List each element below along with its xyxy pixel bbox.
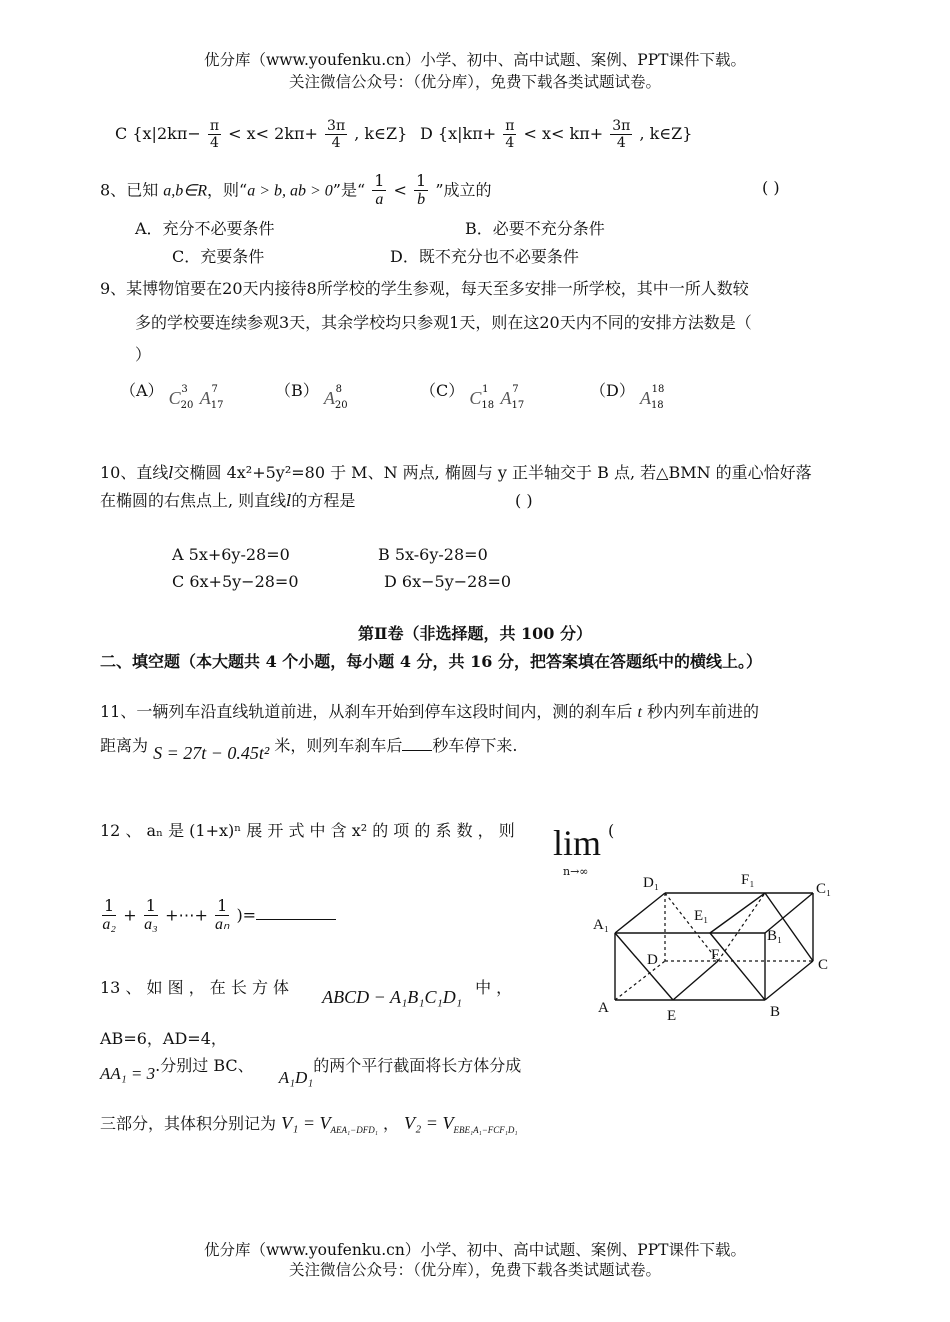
- q8-option-d: D．既不充分也不必要条件: [390, 247, 579, 266]
- label-f1: F₁: [741, 872, 755, 888]
- q7-option-c: C {x|2kπ− $\frac{\pi}{4}$ < x< 2kπ+ $\frac{3\pi}{4}$ , k∈Z}: [115, 118, 408, 152]
- edge-a1-d1: [615, 893, 665, 933]
- q9-option-a: （A） $C_{20}^3$ $A_{17}^7$: [120, 381, 224, 412]
- label-e: E: [667, 1008, 677, 1024]
- label-c1: C₁: [816, 881, 832, 897]
- label-f: F: [711, 947, 720, 963]
- q12-lim: lim: [553, 823, 602, 863]
- q10-answer-paren: ( ): [515, 491, 533, 510]
- label-c: C: [818, 957, 829, 973]
- q13-line-4: 三部分，其体积分别记为 $V_1 = V_{AEA_1-DFD_1}$ ， $V_2 = V_{EBE_1A_1-FCF_1D_1}$: [100, 1113, 518, 1136]
- q8-option-a: A．充分不必要条件: [135, 219, 275, 238]
- section-heading: 二、填空题（本大题共 4 个小题，每小题 4 分，共 16 分，把答案填在答题纸中的横线上。）: [100, 652, 762, 671]
- edge-a1-e: [615, 933, 673, 1000]
- label-b: B: [770, 1004, 781, 1020]
- q13-line-1: 13 、 如 图 ， 在 长 方 体 ABCD − A₁B₁C₁D₁ 中 ，: [100, 978, 513, 1007]
- label-a1: A₁: [593, 917, 610, 933]
- edge-e-f: [673, 961, 718, 1000]
- q9-line-2: 多的学校要连续参观3天，其余学校均只参观1天，则在这20天内不同的安排方法数是（: [135, 313, 752, 332]
- q11-line-1: 11、一辆列车沿直线轨道前进，从刹车开始到停车这段时间内，测的刹车后 t 秒内列车前进的: [100, 702, 760, 721]
- edge-b-c: [765, 961, 813, 1000]
- q13-line-3: AA₁ = 3.分别过 BC、 A₁D₁的两个平行截面将长方体分成: [100, 1056, 522, 1087]
- hidden-edge-f-f1: [718, 893, 765, 961]
- cuboid-figure: [585, 865, 845, 1025]
- edge-e1-f1: [710, 893, 765, 933]
- label-e1: E₁: [694, 908, 709, 924]
- q10-option-b: B 5x-6y-28=0: [378, 545, 488, 564]
- q8-option-b: B．必要不充分条件: [465, 219, 605, 238]
- q8-option-c: C．充要条件: [172, 247, 265, 266]
- q12-line-1: 12 、 aₙ 是 (1+x)ⁿ 展 开 式 中 含 x² 的 项 的 系 数 ， 则: [100, 821, 515, 840]
- q12-lim-sub: n→∞: [563, 865, 589, 878]
- header-line-2: 关注微信公众号：（优分库），免费下载各类试题试卷。: [288, 73, 661, 91]
- q10-line-2: 在椭圆的右焦点上, 则直线l的方程是: [100, 491, 356, 510]
- q7-option-d: D {x|kπ+ $\frac{\pi}{4}$ < x< kπ+ $\frac{3\pi}{4}$ , k∈Z}: [420, 118, 693, 152]
- label-d: D: [647, 952, 658, 968]
- q10-option-a: A 5x+6y-28=0: [172, 545, 290, 564]
- q9-line-3: ）: [135, 345, 152, 364]
- q12-paren-open: (: [608, 821, 615, 840]
- q10-option-d: D 6x−5y−28=0: [384, 572, 512, 591]
- q8-stem: 8、已知 a,b∈R，则“a > b, ab > 0”是“ $\frac{1}{a}$ < $\frac{1}{b}$ ”成立的: [100, 171, 492, 209]
- q9-option-c: （C） $C_{18}^1$ $A_{17}^7$: [420, 381, 525, 412]
- q13-line-2: AB=6，AD=4，: [100, 1029, 227, 1048]
- q9-option-d: （D） $A_{18}^{18}$: [590, 381, 665, 412]
- q10-line-1: 10、直线l交椭圆 4x²+5y²=80 于 M、N 两点, 椭圆与 y 正半轴交于 B 点, 若△BMN 的重心恰好落: [100, 463, 812, 482]
- part2-title: 第Ⅱ卷（非选择题，共 100 分）: [357, 624, 593, 643]
- q11-line-2: 距离为 S = 27t − 0.45t² 米，则列车刹车后 秒车停下来.: [100, 736, 518, 763]
- q10-option-c: C 6x+5y−28=0: [172, 572, 299, 591]
- q11-answer-blank[interactable]: [402, 750, 432, 751]
- label-b1: B₁: [767, 928, 783, 944]
- q9-option-b: （B） $A_{20}^8$: [275, 381, 348, 412]
- q9-line-1: 9、某博物馆要在20天内接待8所学校的学生参观，每天至多安排一所学校，其中一所人数较: [100, 279, 749, 298]
- footer-line-1: 优分库（www.youfenku.cn）小学、初中、高中试题、案例、PPT课件下载。: [203, 1241, 747, 1259]
- q12-sum: $\frac{1}{\text{a₂}}$ + $\frac{1}{\text{a₃}}$ +⋯+ $\frac{1}{\text{aₙ}}$ )=: [100, 897, 336, 935]
- footer-line-2: 关注微信公众号：（优分库），免费下载各类试题试卷。: [288, 1261, 661, 1279]
- header-line-1: 优分库（www.youfenku.cn）小学、初中、高中试题、案例、PPT课件下载。: [203, 51, 747, 69]
- label-d1: D₁: [643, 875, 660, 891]
- label-a: A: [598, 1000, 609, 1016]
- edge-e1-b: [710, 933, 765, 1000]
- q12-answer-blank[interactable]: [256, 919, 336, 920]
- q8-answer-paren: ( ): [762, 178, 780, 197]
